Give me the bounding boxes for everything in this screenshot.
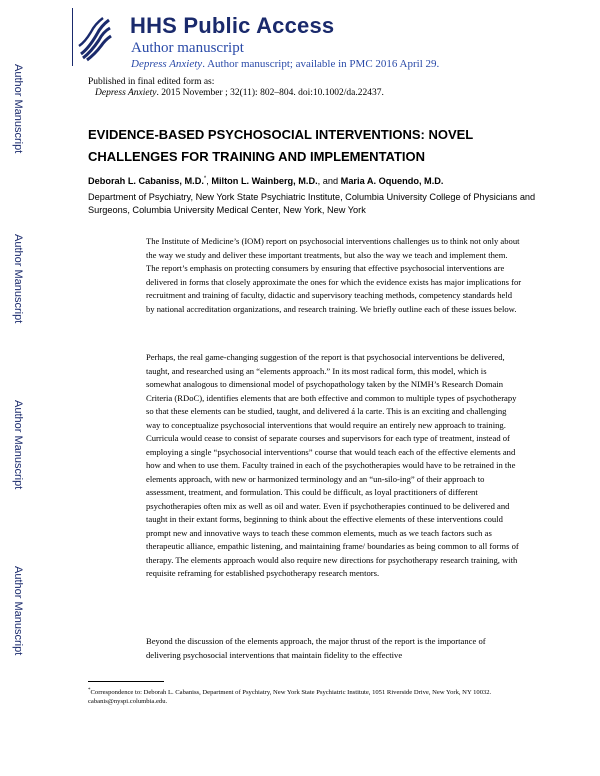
header-citation	[131, 58, 439, 70]
author-affiliation: Department of Psychiatry, New York State Psychiatric Institute, Columbia University College of Physicians and Surgeons, Columbia University Medical Center, New York, New York	[88, 192, 536, 215]
hhs-eagle-logo-icon	[77, 14, 113, 62]
side-label-author-manuscript: Author Manuscript	[12, 64, 24, 154]
correspondence-mark: *	[203, 176, 207, 182]
footnote-divider	[88, 681, 164, 682]
header-citation-journal: Depress Anxiety	[131, 58, 203, 70]
author-separator: ,	[206, 176, 212, 187]
side-label-author-manuscript: Author Manuscript	[12, 234, 24, 324]
publication-details: . 2015 November ; 32(11): 802–804. doi:10.1002/da.22437.	[156, 88, 384, 98]
body-paragraph: Perhaps, the real game-changing suggestion of the report is that psychosocial interventions be delivered, taught, and researched using an “elements approach.” In its most radical form, this model, which is somewhat analogous to dimensional model of psychopathology taken by the NIMH’s Research Domain Criteria (RDoC), identifies elements that are both effective and common to multiple types of psychotherapy so that these elements can be studied, taught, and delivered á la carte. This is an exciting and challenging way to conceptualize psychosocial interventions that would require an entirely new approach to training. Curricula would cease to consist of separate courses and supervisors for each type of treatment, instead of employing a single “psychosocial interventions” course that would teach each of the effective elements and how and when to use them. Faculty trained in each of the psychotherapies would have to be retrained in the elements approach, with new or harmonized terminology and an “un-silo-ing” of their approach to assessment, treatment, and formulation. This could be difficult, as loyal practitioners of different psychotherapies often mix as well as oil and water. Even if psychotherapies continued to be delivered and taught in their extant forms, beginning to think about the effective elements of these interventions could prompt new and innovative ways to teach these common elements, much as we teach factors such as therapeutic alliance, empathic listening, and maintaining frame/ boundaries as being common to all forms of therapy. The elements approach would also require new directions for psychotherapy research training, with requisite reframing for established psychotherapy research mentors.	[146, 352, 519, 578]
hhs-public-access-title: HHS Public Access	[130, 13, 335, 38]
body-paragraph: Beyond the discussion of the elements approach, the major thrust of the report is the importance of delivering psychosocial interventions that maintain fidelity to the effective	[146, 636, 486, 660]
side-label-author-manuscript: Author Manuscript	[12, 400, 24, 490]
header-divider	[72, 8, 73, 66]
side-label-author-manuscript: Author Manuscript	[12, 566, 24, 656]
header-citation-rest: . Author manuscript; available in PMC 2016 April 29.	[202, 58, 440, 70]
publication-journal: Depress Anxiety	[95, 88, 157, 98]
author-name: Deborah L. Cabaniss, M.D.	[88, 176, 204, 187]
body-paragraph: The Institute of Medicine’s (IOM) report on psychosocial interventions challenges us to think not only about the way we study and deliver these important treatments, but also the way we teach and implement them. The report’s emphasis on protecting consumers by ensuring that effective psychosocial interventions are delivered in forms that closely approximate the ones for which the evidence exists has major implications for recruitment and training of faculty, didactic and supervisory teaching methods, competency standards held by national accreditation organizations, and research training. We briefly outline each of these issues below.	[146, 236, 522, 314]
publication-citation	[95, 88, 384, 98]
correspondence-footnote	[88, 686, 528, 706]
published-label: Published in final edited form as:	[88, 77, 215, 87]
author-separator: , and	[317, 176, 341, 187]
footnote-mark: *	[88, 688, 91, 693]
article-title: EVIDENCE-BASED PSYCHOSOCIAL INTERVENTIONS: NOVEL CHALLENGES FOR TRAINING AND IMPLEMENTATION	[88, 127, 474, 164]
footnote-text: Correspondence to: Deborah L. Cabaniss, Department of Psychiatry, New York State Psychiatric Institute, 1051 Riverside Drive, New York, NY 10032. cabanis@nyspi.columbia.edu.	[88, 689, 492, 706]
author-manuscript-subtitle: Author manuscript	[131, 40, 244, 56]
author-name: Maria A. Oquendo, M.D.	[340, 176, 444, 187]
author-name: Milton L. Wainberg, M.D.	[211, 176, 318, 187]
author-list	[88, 176, 548, 186]
